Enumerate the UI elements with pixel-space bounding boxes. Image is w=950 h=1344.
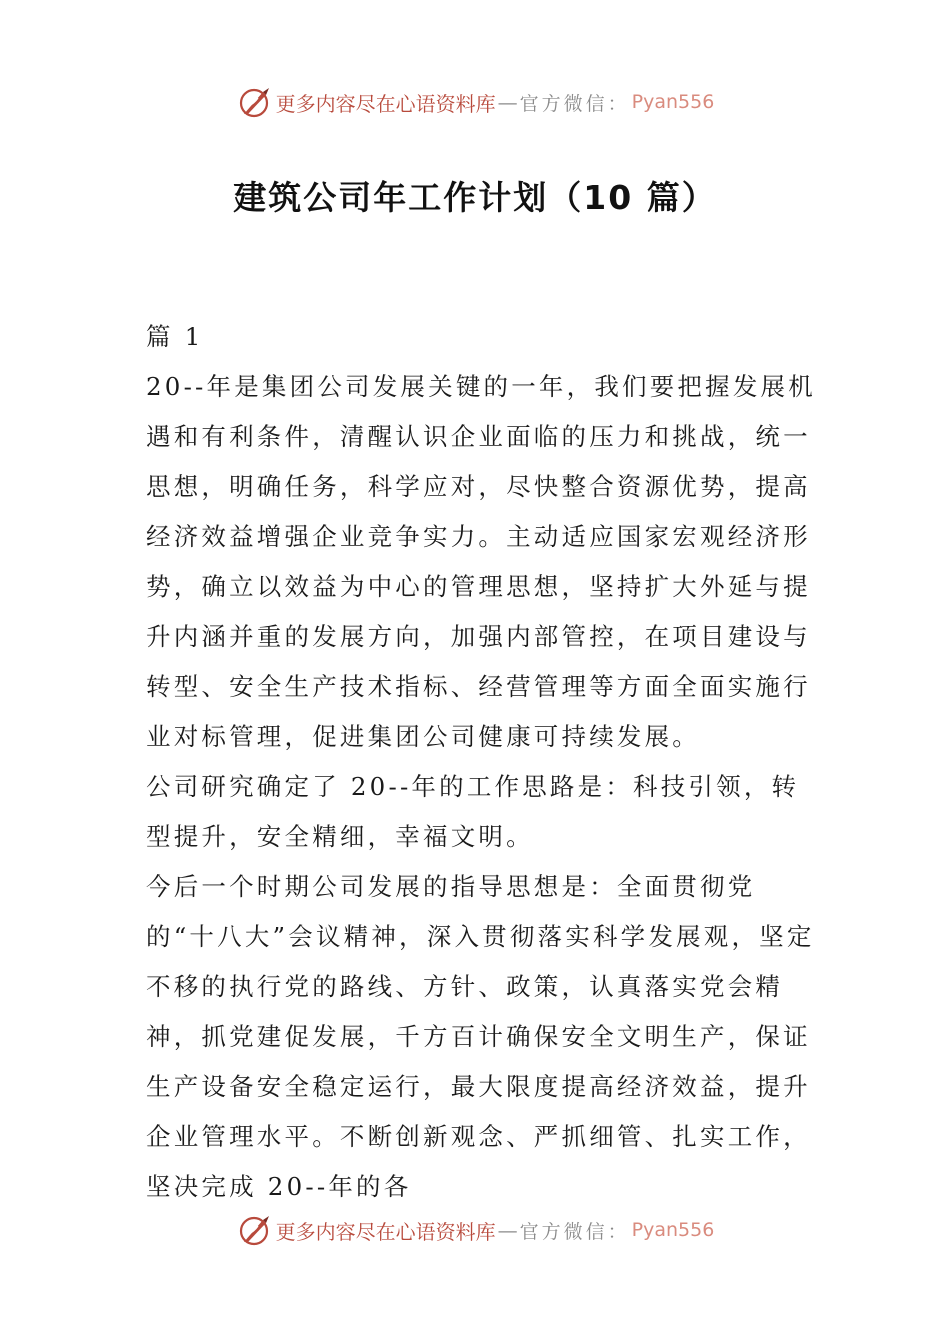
footer-wechat-label: 官方微信： [519,1220,630,1243]
footer-wechat-id: Pyan556 [631,1219,715,1241]
header-dash: — [497,90,518,114]
paragraph-3: 今后一个时期公司发展的指导思想是：全面贯彻党的“十八大”会议精神，深入贯彻落实科学发展观，坚定不移的执行党的路线、方针、政策，认真落实党会精神，抓党建促发展，千方百计确保安全文明生产，保证生产设备安全稳定运行，最大限度提高经济效益，提升企业管理水平。不断创新观念、严抓细管、扎实工作，坚决完成 20--年的各 [146,872,815,1201]
header-wechat-label: 官方微信： [519,92,630,115]
section-heading: 篇 1 [146,322,204,351]
footer-dash: — [497,1218,518,1242]
header-banner [0,82,950,122]
header-site-text: 更多内容尽在心语资料库 [275,91,496,116]
header-wechat-id: Pyan556 [631,91,715,113]
paragraph-2: 公司研究确定了 20--年的工作思路是：科技引领，转型提升，安全精细，幸福文明。 [146,772,800,851]
footer-banner [0,1210,950,1250]
footer-site-text: 更多内容尽在心语资料库 [275,1219,496,1244]
paragraph-1: 20--年是集团公司发展关键的一年，我们要把握发展机遇和有利条件，清醒认识企业面临的压力和挑战，统一思想，明确任务，科学应对，尽快整合资源优势，提高经济效益增强企业竞争实力。主动适应国家宏观经济形势，确立以效益为中心的管理思想，坚持扩大外延与提升内涵并重的发展方向，加强内部管控，在项目建设与转型、安全生产技术指标、经营管理等方面全面实施行业对标管理，促进集团公司健康可持续发展。 [146,372,816,751]
document-title: 建筑公司年工作计划（10 篇） [233,178,717,217]
quill-logo-icon [236,1212,272,1248]
document-body [146,312,816,1212]
quill-logo-icon [236,84,272,120]
